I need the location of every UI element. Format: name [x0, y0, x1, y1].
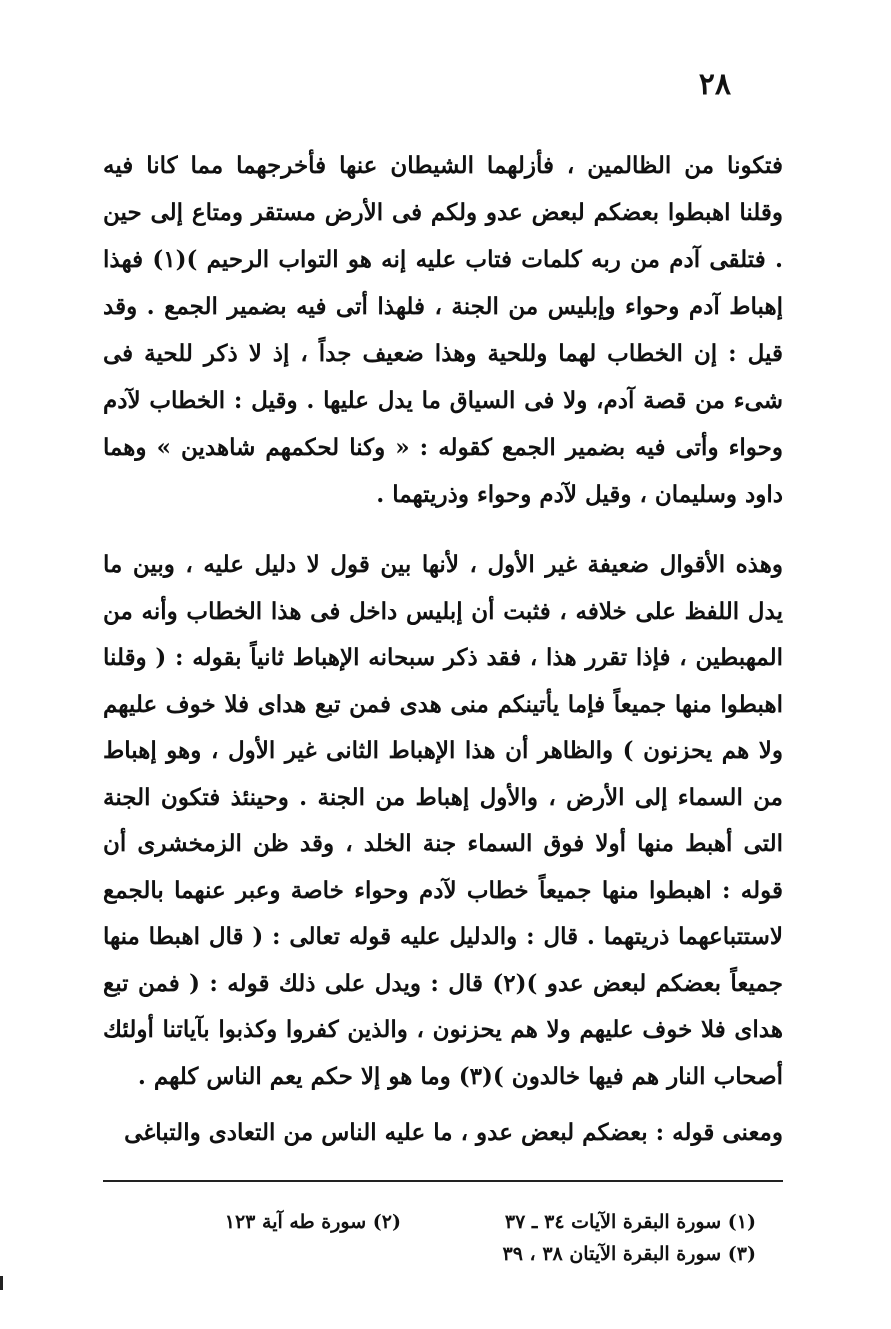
footnote-divider [103, 1180, 783, 1182]
paragraph-1: فتكونا من الظالمين ، فأزلهما الشيطان عنها فأخرجهما مما كانا فيه وقلنا اهبطوا بعضكم لبعض عدو ولكم فى الأرض مستقر ومتاع إلى حين . فتلقى آدم من ربه كلمات فتاب عليه إنه هو التواب الرحيم )(١) فهذا إهباط آدم وحواء وإبليس من الجنة ، فلهذا أتى فيه بضمير الجمع . وقد قيل : إن الخطاب لهما وللحية وهذا ضعيف جداً ، إذ لا ذكر للحية فى شىء من قصة آدم، ولا فى السياق ما يدل عليها . وقيل : الخطاب لآدم وحواء وأتى فيه بضمير الجمع كقوله : « وكنا لحكمهم شاهدين » وهما داود وسليمان ، وقيل لآدم وحواء وذريتهما . [103, 152, 783, 508]
paragraph-3: ومعنى قوله : بعضكم لبعض عدو ، ما عليه الناس من التعادى والتباغى [124, 1119, 783, 1146]
footnote-2: (٢) سورة طه آية ١٢٣ [224, 1211, 401, 1233]
footnote-3: (٣) سورة البقرة الآيتان ٣٨ ، ٣٩ [502, 1243, 756, 1265]
paragraph-2: وهذه الأقوال ضعيفة غير الأول ، لأنها بين قول لا دليل عليه ، وبين ما يدل اللفظ على خلافه ، فثبت أن إبليس داخل فى هذا الخطاب وأنه من المهبطين ، فإذا تقرر هذا ، فقد ذكر سبحانه الإهباط ثانياً بقوله : ( وقلنا اهبطوا منها جميعاً فإما يأتينكم منى هدى فمن تبع هداى فلا خوف عليهم ولا هم يحزنون ) والظاهر أن هذا الإهباط الثانى غير الأول ، وهو إهباط من السماء إلى الأرض ، والأول إهباط من الجنة . وحينئذ فتكون الجنة التى أهبط منها أولا فوق السماء جنة الخلد ، وقد ظن الزمخشرى أن قوله : اهبطوا منها جميعاً خطاب لآدم وحواء خاصة وعبر عنهما بالجمع لاستتباعهما ذريتهما . قال : والدليل عليه قوله تعالى : ( قال اهبطا منها جميعاً بعضكم لبعض عدو )(٢) قال : ويدل على ذلك قوله : ( فمن تبع هداى فلا خوف عليهم ولا هم يحزنون ، والذين كفروا وكذبوا بآياتنا أولئك أصحاب النار هم فيها خالدون )(٣) وما هو إلا حكم يعم الناس كلهم . [103, 551, 783, 1090]
page-number: ٢٨ [698, 67, 731, 102]
page-edge-mark [0, 1276, 3, 1290]
footnote-1: (١) سورة البقرة الآيات ٣٤ ـ ٣٧ [504, 1211, 756, 1233]
